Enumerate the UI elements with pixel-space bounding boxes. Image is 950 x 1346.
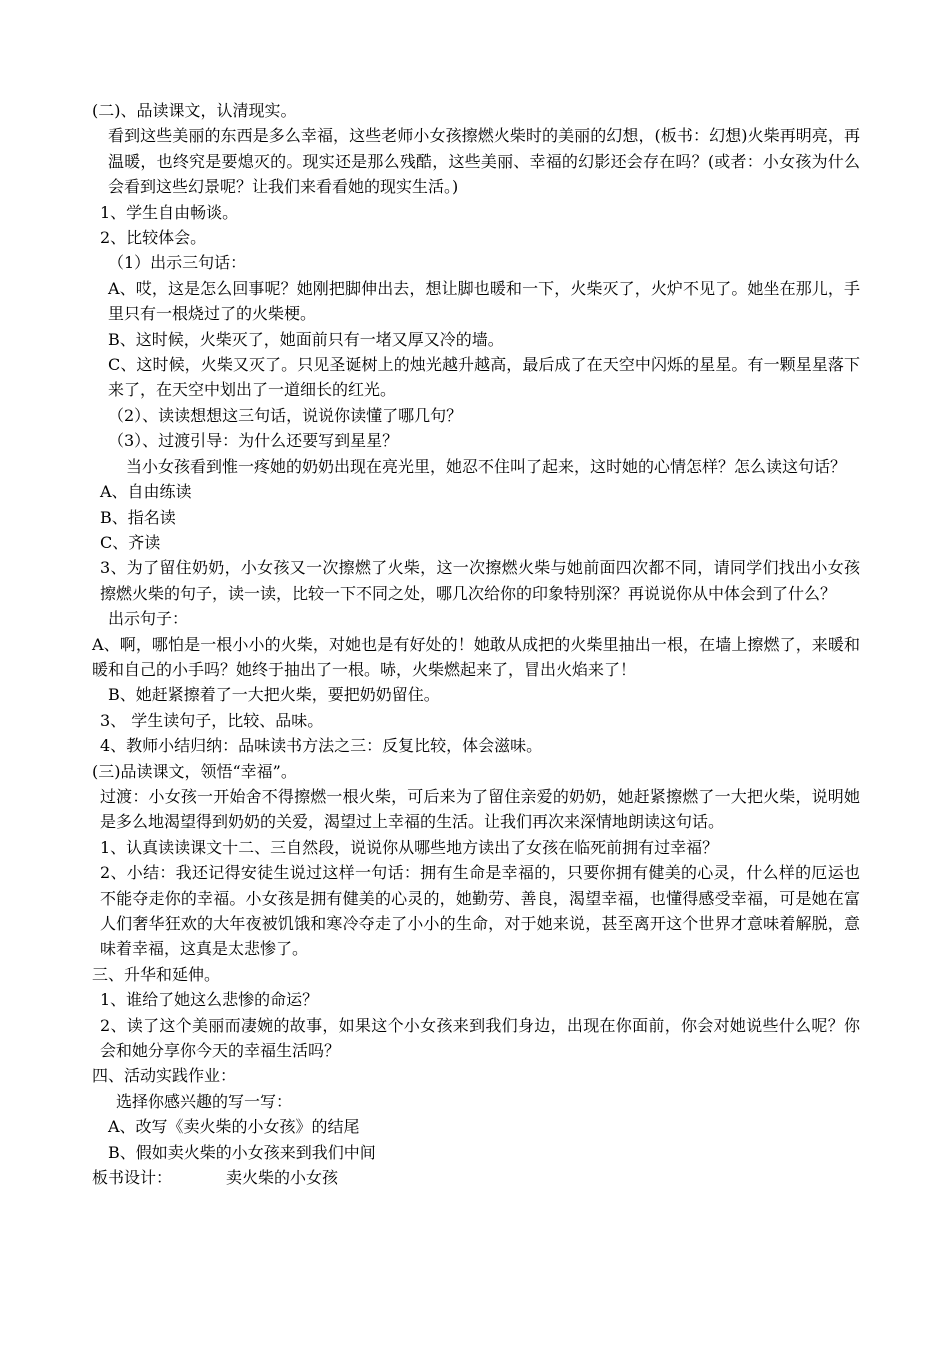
list-item: 3、 学生读句子，比较、品味。 [100,710,324,730]
paragraph: 3、为了留住奶奶，小女孩又一次擦燃了火柴，这一次擦燃火柴与她前面四次都不同，请同学们找出小女孩擦燃火柴的句子，读一读，比较一下不同之处，哪几次给你的印象特别深？再说说你从中体会到了什么？ [100,558,860,603]
quoted-sentence: B、她赶紧擦着了一大把火柴，要把奶奶留住。 [108,685,440,705]
list-item: （2）、读读想想这三句话，说说你读懂了哪几句？ [108,405,463,425]
list-item: A、自由练读 [100,482,192,502]
section-heading: 四、活动实践作业： [92,1066,237,1086]
board-design-label: 板书设计： [92,1168,173,1188]
list-item: B、假如卖火柴的小女孩来到我们中间 [108,1142,376,1162]
section-heading: 三、升华和延伸。 [92,964,221,984]
list-item: 1、认真读读课文十二、三自然段，说说你从哪些地方读出了女孩在临死前拥有过幸福？ [100,837,719,857]
board-design-title: 卖火柴的小女孩 [226,1168,339,1188]
board-design [92,1165,860,1190]
quoted-sentence: B、这时候，火柴灭了，她面前只有一堵又厚又冷的墙。 [108,329,504,349]
list-item: C、齐读 [100,532,161,552]
paragraph: 过渡：小女孩一开始舍不得擦燃一根火柴，可后来为了留住亲爱的奶奶，她赶紧擦燃了一大把火柴，说明她是多么地渴望得到奶奶的关爱，渴望过上幸福的生活。让我们再次来深情地朗读这句话。 [100,786,860,832]
list-item: 1、学生自由畅谈。 [100,202,239,222]
list-item: 1、谁给了她这么悲惨的命运？ [100,990,319,1010]
list-item: 4、教师小结归纳：品味读书方法之三：反复比较，体会滋味。 [100,736,543,756]
quoted-sentence: A、哎，这是怎么回事呢？她刚把脚伸出去，想让脚也暖和一下，火柴灭了，火炉不见了。她坐在那儿，手里只有一根烧过了的火柴梗。 [108,278,860,324]
section-heading: (二)、品读课文，认清现实。 [92,101,297,120]
list-item: （3）、过渡引导：为什么还要写到星星？ [108,431,399,451]
quoted-sentence: C、这时候，火柴又灭了。只见圣诞树上的烛光越升越高，最后成了在天空中闪烁的星星。有一颗星星落下来了，在天空中划出了一道细长的红光。 [108,355,860,400]
paragraph: 2、小结：我还记得安徒生说过这样一句话：拥有生命是幸福的，只要你拥有健美的心灵，什么样的厄运也不能夺走你的幸福。小女孩是拥有健美的心灵的，她勤劳、善良，渴望幸福，也懂得感受幸福，可是她在富人们奢华狂欢的大年夜被饥饿和寒冷夺走了小小的生命，对于她来说，甚至离开这个世界才意味着解脱，意味着幸福，这真是太悲惨了。 [100,863,860,959]
document-body [92,98,860,1190]
list-item: 2、比较体会。 [100,228,207,248]
paragraph: 2、读了这个美丽而凄婉的故事，如果这个小女孩来到我们身边，出现在你面前，你会对她说些什么呢？你会和她分享你今天的幸福生活吗？ [100,1015,860,1061]
quoted-sentence: A、啊，哪怕是一根小小的火柴，对她也是有好处的！她敢从成把的火柴里抽出一根，在墙上擦燃了，来暖和暖和自己的小手吗？她终于抽出了一根。哧，火柴燃起来了，冒出火焰来了！ [92,634,860,679]
section-heading: (三)品读课文，领悟“幸福”。 [92,761,297,781]
list-item: B、指名读 [100,507,176,527]
list-item: 出示句子： [108,609,189,629]
paragraph: 看到这些美丽的东西是多么幸福，这些老师小女孩擦燃火柴时的美丽的幻想，(板书：幻想)火柴再明亮，再温暖，也终究是要熄灭的。现实还是那么残酷，这些美丽、幸福的幻影还会存在吗？(或者：小女孩为什么会看到这些幻景呢？让我们来看看她的现实生活。) [108,126,860,197]
paragraph: 当小女孩看到惟一疼她的奶奶出现在亮光里，她忍不住叫了起来，这时她的心情怎样？怎么读这句话？ [126,456,847,476]
paragraph: 选择你感兴趣的写一写： [116,1091,293,1111]
list-item: A、改写《卖火柴的小女孩》的结尾 [108,1117,360,1137]
list-item: （1）出示三句话： [108,253,247,273]
